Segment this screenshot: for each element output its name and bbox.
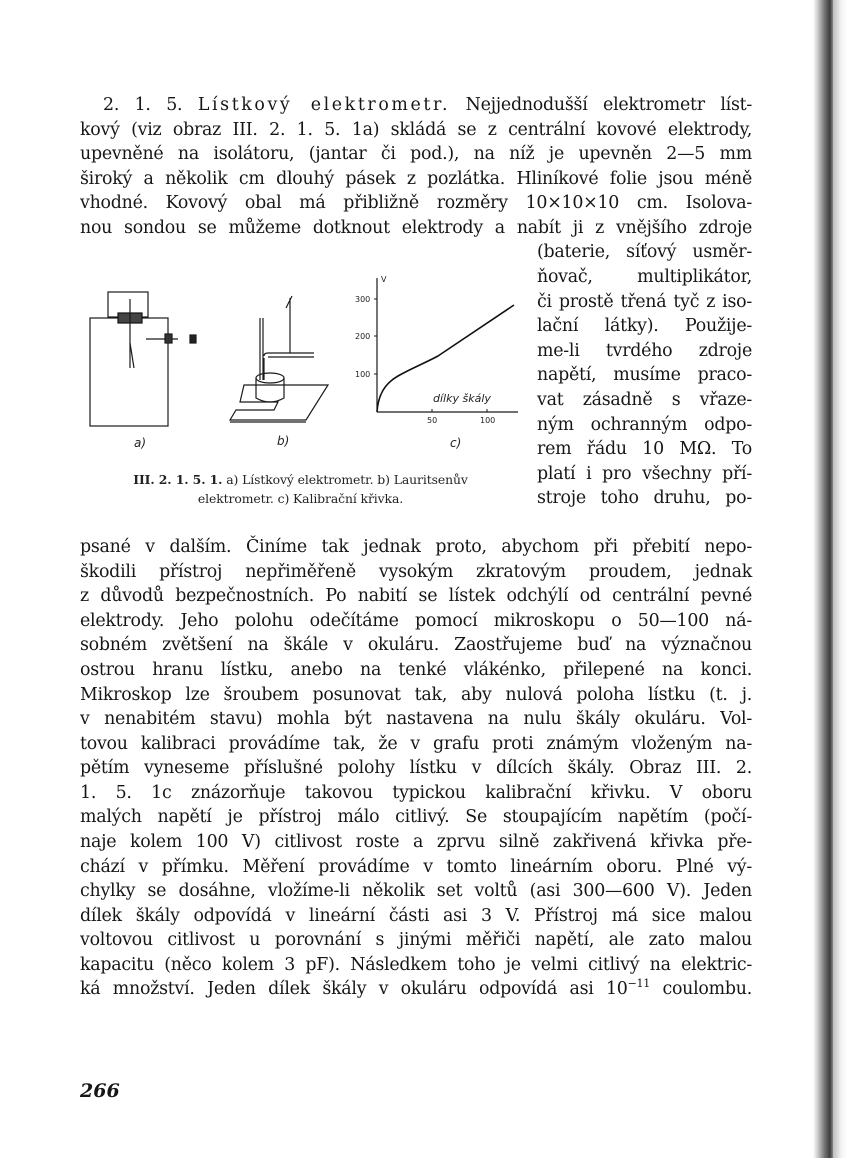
text-line-4: široký a několik cm dlouhý pásek z pozlátka. Hliníkové folie jsou méně xyxy=(80,169,752,189)
text-line-5: vhodné. Kovový obal má přibližně rozměry 10×10×10 cm. Isolova- xyxy=(80,193,752,213)
side-line-11: stroje toho druhu, po- xyxy=(537,488,752,508)
caption-text-1: a) Lístkový elektrometr. b) Lauritsenův xyxy=(222,472,468,487)
text-line-2: kový (viz obraz III. 2. 1. 5. 1a) skládá se z centrální kovové elektrody, xyxy=(80,120,752,140)
lower-line-16: dílek škály odpovídá v lineární části asi 3 V. Přístroj má sice malou xyxy=(80,906,752,926)
text-line-6: nou sondou se můžeme dotknout elektrody a nabít ji z vnějšího zdroje xyxy=(80,218,752,238)
lower-line-13: naje kolem 100 V) citlivost roste a zprvu silně zakřivená křivka pře- xyxy=(80,832,752,852)
lower-line-5: sobném zvětšení na škále v okuláru. Zaostřujeme buď na význačnou xyxy=(80,635,752,655)
side-line-10: platí i pro všechny pří- xyxy=(537,464,752,484)
lower-line-17: voltovou citlivost u porovnání s jinými měřiči napětí, ale zato malou xyxy=(80,930,752,950)
svg-text:V: V xyxy=(381,275,387,284)
text-line-3: upevněné na isolátoru, (jantar či pod.), na níž je upevněn 2—5 mm xyxy=(80,144,752,164)
lower-line-4: elektrody. Jeho polohu odečítáme pomocí mikroskopu o 50—100 ná- xyxy=(80,611,752,631)
section-number: 2. 1. 5. xyxy=(103,95,183,115)
figure-electrometer xyxy=(78,268,523,468)
svg-text:dílky škály: dílky škály xyxy=(433,392,491,405)
lower-line-7: Mikroskop lze šroubem posunovat tak, aby nulová poloha lístku (t. j. xyxy=(80,685,752,705)
last-line-tail: coulombu. xyxy=(650,979,752,999)
lower-line-18: kapacitu (něco kolem 3 pF). Následkem toho je velmi citlivý na elektric- xyxy=(80,955,752,975)
exponent: −11 xyxy=(627,977,651,990)
side-line-8: ným ochranným odpo- xyxy=(537,415,752,435)
side-line-4: lační látky). Použije- xyxy=(537,316,752,336)
last-line-text: ká množství. Jeden dílek škály v okuláru odpovídá asi 10 xyxy=(80,979,628,999)
svg-text:100: 100 xyxy=(355,370,371,379)
lower-line-15: chylky se dosáhne, vložíme-li několik set voltů (asi 300—600 V). Jeden xyxy=(80,881,752,901)
caption-number: III. 2. 1. 5. 1. xyxy=(133,472,223,487)
lower-line-12: malých napětí je přístroj málo citlivý. Se stoupajícím napětím (počí- xyxy=(80,807,752,827)
lower-line-9: tovou kalibraci provádíme tak, že v grafu proti známým vloženým na- xyxy=(80,734,752,754)
text-line-1-rest: Nejjednodušší elektrometr líst- xyxy=(465,95,753,115)
lower-line-1: psané v dalším. Činíme tak jednak proto, abychom při přebití nepo- xyxy=(80,537,752,557)
side-line-7: vat zásadně s vřaze- xyxy=(537,390,752,410)
page-edge xyxy=(833,0,847,1158)
lower-line-14: chází v přímku. Měření provádíme v tomto lineárním oboru. Plné vý- xyxy=(80,857,752,877)
lower-line-19 xyxy=(80,977,752,1002)
caption-line-1 xyxy=(78,470,523,489)
lower-line-3: z důvodů bezpečnostních. Po nabití se lístek odchýlí od centrální pevné xyxy=(80,586,752,606)
diagram-b-lauritsen-electrometer xyxy=(230,296,328,422)
lower-line-2: škodili přístroj nepřiměřeně vysokým zkratovým proudem, jednak xyxy=(80,562,752,582)
figure-caption xyxy=(78,470,523,508)
side-line-1: (baterie, síťový usměr- xyxy=(537,242,752,262)
lower-line-6: ostrou hranu lístku, anebo na tenké vlákénko, přilepené na konci. xyxy=(80,660,752,680)
figure-label-c: c) xyxy=(450,436,462,450)
svg-text:200: 200 xyxy=(355,332,371,341)
lower-line-10: pětím vyneseme příslušné polohy lístku v dílcích škály. Obraz III. 2. xyxy=(80,758,752,778)
chart-calibration-curve xyxy=(355,275,518,425)
side-line-9: rem řádu 10 MΩ. To xyxy=(537,439,752,459)
side-line-2: ňovač, multiplikátor, xyxy=(537,267,752,287)
lower-line-11: 1. 5. 1c znázorňuje takovou typickou kalibrační křivku. V oboru xyxy=(80,783,752,803)
svg-text:50: 50 xyxy=(427,416,438,425)
side-line-3: či prostě třená tyč z iso- xyxy=(537,292,752,312)
caption-line-2: elektrometr. c) Kalibrační křivka. xyxy=(197,491,404,506)
side-line-5: me-li tvrdého zdroje xyxy=(537,341,752,361)
side-line-6: napětí, musíme praco- xyxy=(537,365,752,385)
figure-label-b: b) xyxy=(277,434,290,448)
section-heading: Lístkový elektrometr. xyxy=(197,95,451,115)
lower-line-8: v nenabitém stavu) mohla být nastavena na nulu škály okuláru. Vol- xyxy=(80,709,752,729)
text-line-1 xyxy=(103,93,752,118)
book-spine-shadow xyxy=(813,0,833,1158)
diagram-a-leaf-electrometer xyxy=(90,292,196,426)
svg-text:100: 100 xyxy=(480,416,496,425)
page-number: 266 xyxy=(80,1080,120,1102)
svg-text:300: 300 xyxy=(355,295,371,304)
figure-label-a: a) xyxy=(134,436,147,450)
